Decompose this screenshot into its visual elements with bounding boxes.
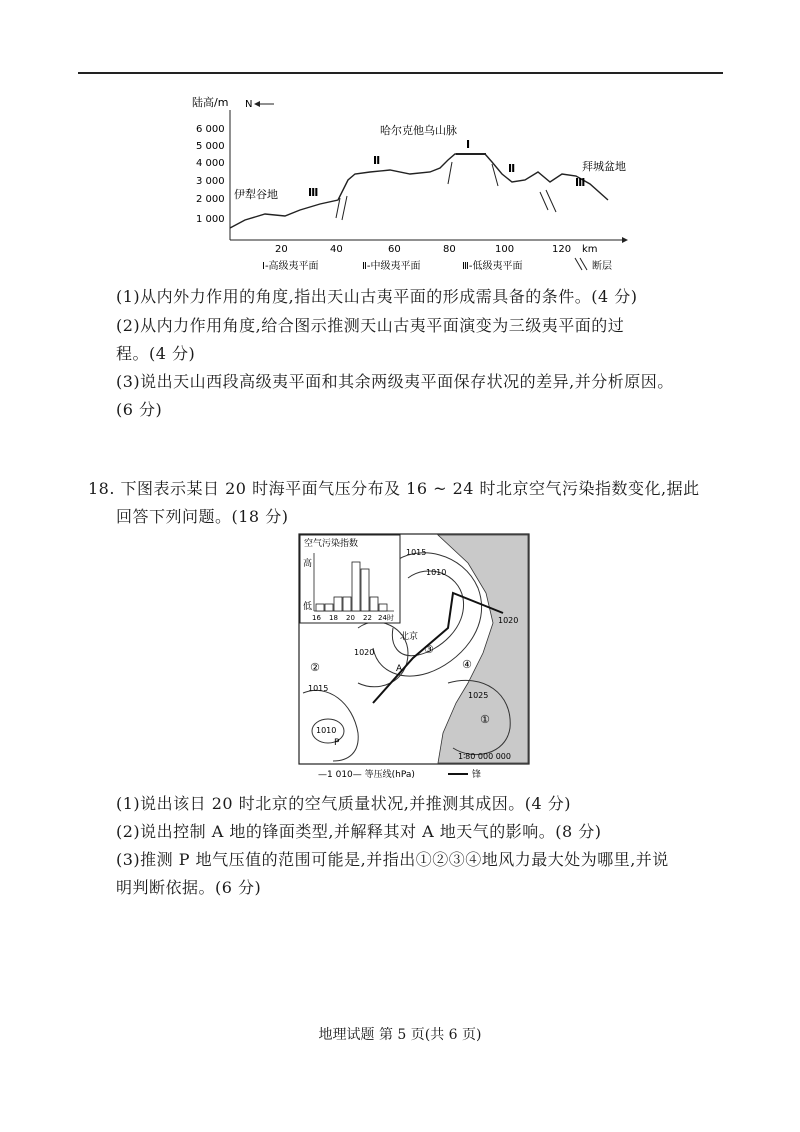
x-tick: 40 (330, 244, 343, 255)
inset-x-tick: 24时 (378, 614, 394, 622)
tianshan-profile-figure (190, 92, 640, 277)
isobar-label: 1025 (468, 691, 489, 700)
level-mark: Ⅰ (466, 138, 471, 151)
circle-label: ① (480, 713, 490, 726)
y-tick: 3 000 (196, 176, 225, 187)
terrain-profile (230, 154, 608, 228)
y-tick: 2 000 (196, 194, 225, 205)
right-basin-label: 拜城盆地 (582, 160, 626, 173)
x-tick: 100 (495, 244, 515, 255)
level-mark: Ⅲ (575, 176, 586, 189)
isobar-label: 1020 (354, 648, 375, 657)
q18-stem-a: 18. 下图表示某日 20 时海平面气压分布及 16 ~ 24 时北京空气污染指数变化,据此 (88, 479, 700, 498)
x-tick: 20 (275, 244, 288, 255)
q18-sub3a: (3)推测 P 地气压值的范围可能是,并指出①②③④地风力最大处为哪里,并说 (116, 850, 669, 869)
inset-x-tick: 16 (312, 614, 321, 622)
isobar-label: 1010 (316, 726, 337, 735)
inset-bar (352, 562, 360, 611)
isobar-legend: —1 010— 等压线(hPa) (318, 770, 415, 780)
x-tick: 120 (552, 244, 572, 255)
circle-label: ④ (462, 658, 472, 671)
point-p-label: P (334, 738, 340, 748)
q18-stem-b: 回答下列问题。(18 分) (116, 507, 289, 526)
inset-title: 空气污染指数 (304, 539, 359, 549)
y-axis-label: 陆高/m (192, 96, 229, 109)
circle-label: ③ (424, 643, 434, 656)
north-label: N (245, 99, 253, 110)
q17-sub3a: (3)说出天山西段高级夷平面和其余两级夷平面保存状况的差异,并分析原因。 (116, 372, 674, 391)
fault-legend-icon (575, 258, 587, 270)
scale-label: 1∶80 000 000 (458, 752, 511, 761)
header-rule (78, 72, 723, 74)
left-basin-label: 伊犁谷地 (234, 188, 278, 201)
x-unit: km (582, 244, 598, 255)
isobar-label: 1015 (308, 684, 329, 693)
north-arrow-icon (254, 101, 274, 107)
y-tick: 6 000 (196, 124, 225, 135)
inset-bar (316, 604, 324, 611)
isobar-label: 1010 (426, 568, 447, 577)
inset-low-label: 低 (303, 602, 313, 612)
legend-item: 断层 (592, 261, 612, 272)
inset-bar (325, 604, 333, 611)
pressure-map-figure (298, 533, 530, 783)
level-mark: Ⅱ (508, 162, 516, 175)
legend-item: Ⅱ-中级夷平面 (362, 261, 421, 272)
mountain-label: 哈尔克他乌山脉 (380, 124, 457, 137)
legend-item: Ⅲ-低级夷平面 (462, 261, 523, 272)
y-tick: 5 000 (196, 141, 225, 152)
inset-high-label: 高 (303, 559, 313, 569)
isobar-label: 1015 (406, 548, 427, 557)
x-tick: 80 (443, 244, 456, 255)
y-tick: 4 000 (196, 158, 225, 169)
inset-x-tick: 22 (363, 614, 372, 622)
inset-bar (343, 597, 351, 611)
q17-sub2b: 程。(4 分) (116, 344, 196, 363)
q17-sub3b: (6 分) (116, 400, 163, 419)
inset-bar (334, 597, 342, 611)
fault-arrows-icon (336, 162, 556, 220)
x-tick: 60 (388, 244, 401, 255)
circle-label: ② (310, 661, 320, 674)
front-legend: 锋 (472, 770, 482, 780)
legend-item: Ⅰ-高级夷平面 (262, 261, 319, 272)
q18-sub3b: 明判断依据。(6 分) (116, 878, 262, 897)
inset-bar (370, 597, 378, 611)
isobar-label: 1020 (498, 616, 519, 625)
q18-sub1: (1)说出该日 20 时北京的空气质量状况,并推测其成因。(4 分) (116, 794, 572, 813)
inset-bar (379, 604, 387, 611)
q18-sub2: (2)说出控制 A 地的锋面类型,并解释其对 A 地天气的影响。(8 分) (116, 822, 602, 841)
y-tick: 1 000 (196, 214, 225, 225)
level-mark: Ⅱ (373, 154, 381, 167)
inset-x-tick: 20 (346, 614, 355, 622)
inset-x-tick: 18 (329, 614, 338, 622)
page-footer: 地理试题 第 5 页(共 6 页) (318, 1027, 482, 1043)
q17-sub1: (1)从内外力作用的角度,指出天山古夷平面的形成需具备的条件。(4 分) (116, 287, 638, 306)
level-mark: Ⅲ (308, 186, 319, 199)
point-a-label: A (396, 664, 403, 674)
city-label: 北京 (400, 632, 419, 642)
inset-bar (361, 569, 369, 611)
q17-sub2a: (2)从内力作用角度,给合图示推测天山古夷平面演变为三级夷平面的过 (116, 316, 625, 335)
